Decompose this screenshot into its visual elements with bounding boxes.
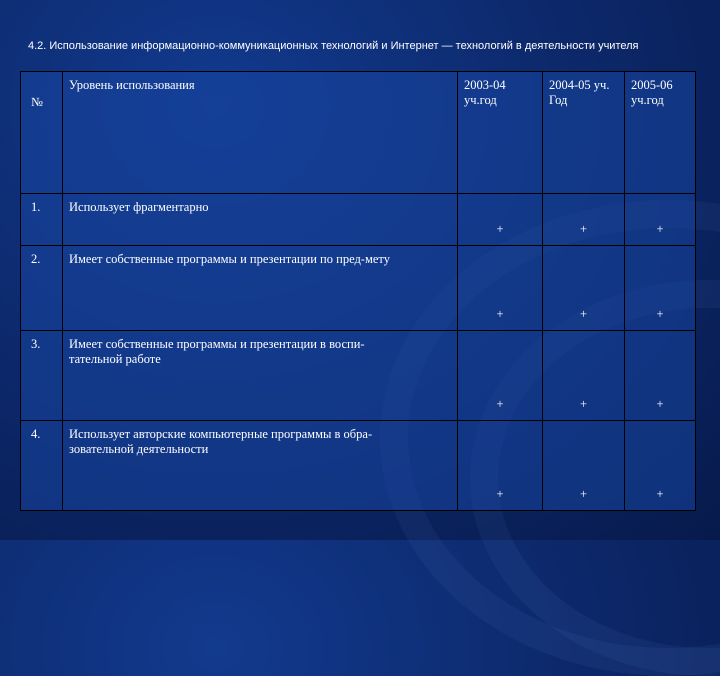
row-mark-2004: +	[543, 421, 625, 511]
row-mark-2005: +	[625, 194, 696, 246]
header-level: Уровень использования	[63, 72, 458, 194]
row-mark-2004: +	[543, 331, 625, 421]
header-year-2005: 2005-06 уч.год	[625, 72, 696, 194]
header-year-2004: 2004-05 уч. Год	[543, 72, 625, 194]
header-number: №	[21, 72, 63, 194]
table-row	[21, 331, 696, 421]
row-mark-2004: +	[543, 194, 625, 246]
row-number: 3.	[21, 331, 63, 421]
row-mark-2003: +	[458, 331, 543, 421]
table-row	[21, 421, 696, 511]
row-mark-2005: +	[625, 421, 696, 511]
row-mark-2005: +	[625, 331, 696, 421]
data-table	[20, 71, 696, 511]
row-mark-2005: +	[625, 246, 696, 331]
table-row	[21, 194, 696, 246]
row-level: Использует авторские компьютерные программы в обра-зовательной деятельности	[63, 421, 458, 511]
row-level: Использует фрагментарно	[63, 194, 458, 246]
table-header-row	[21, 72, 696, 194]
row-mark-2003: +	[458, 194, 543, 246]
row-mark-2004: +	[543, 246, 625, 331]
row-level: Имеет собственные программы и презентации по пред-мету	[63, 246, 458, 331]
row-mark-2003: +	[458, 421, 543, 511]
row-level: Имеет собственные программы и презентации в воспи-тательной работе	[63, 331, 458, 421]
row-number: 4.	[21, 421, 63, 511]
table-row	[21, 246, 696, 331]
slide-title: 4.2. Использование информационно-коммуникационных технологий и Интернет — технологий в деятельности учителя	[28, 40, 639, 52]
row-number: 2.	[21, 246, 63, 331]
row-number: 1.	[21, 194, 63, 246]
header-year-2003: 2003-04 уч.год	[458, 72, 543, 194]
row-mark-2003: +	[458, 246, 543, 331]
